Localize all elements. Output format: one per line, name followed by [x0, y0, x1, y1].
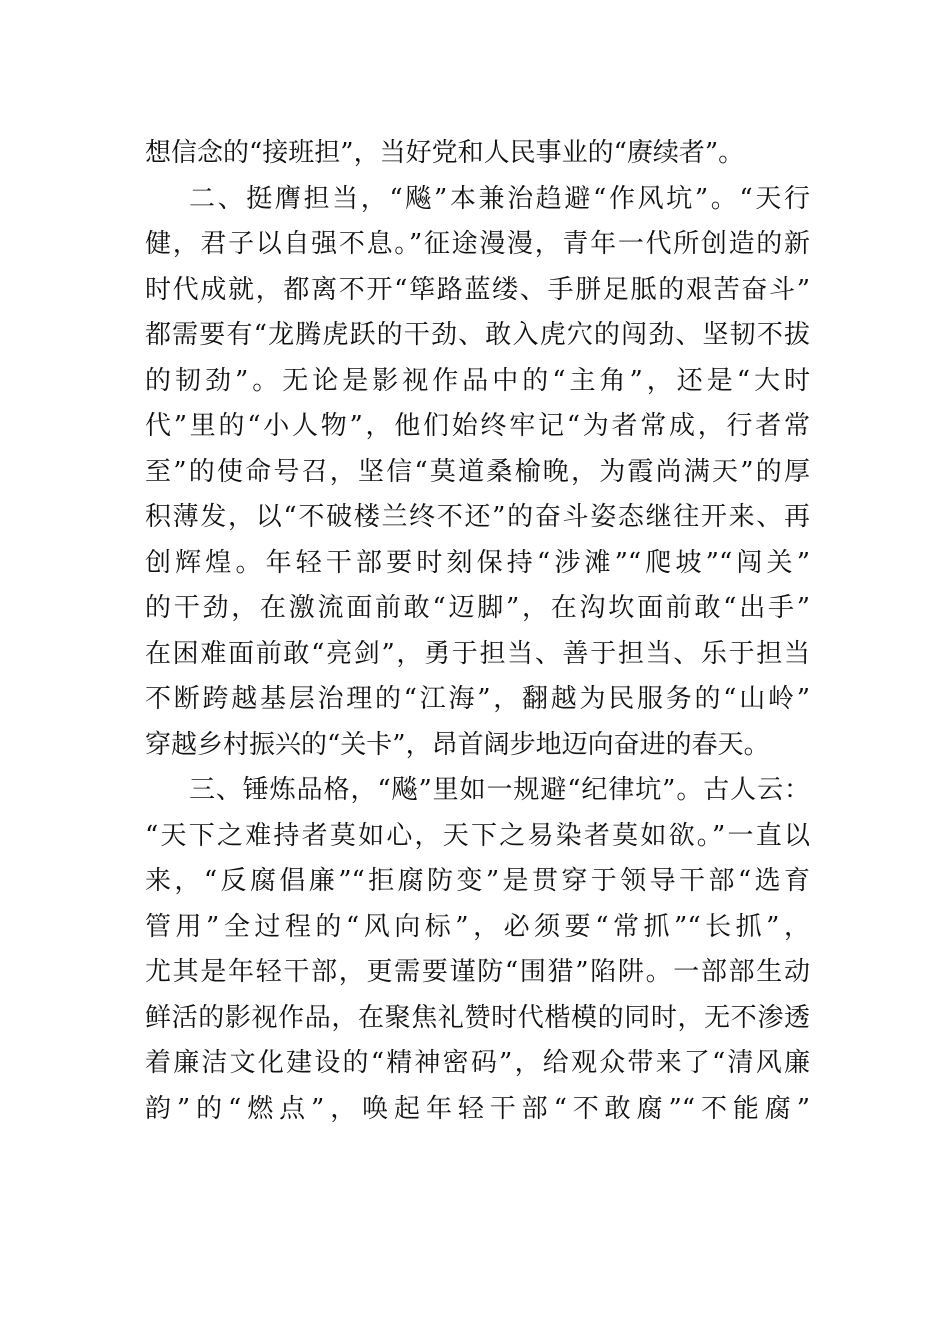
- text-line: 韵”的“燃点”，唤起年轻干部“不敢腐”“不能腐”: [145, 1093, 810, 1124]
- text-line: 至”的使命号召，坚信“莫道桑榆晚，为霞尚满天”的厚: [145, 456, 810, 487]
- text-line: 时代成就，都离不开“筚路蓝缕、手胼足胝的艰苦奋斗”: [145, 274, 810, 305]
- text-line: “天下之难持者莫如心，天下之易染者莫如欲。”一直以: [145, 820, 810, 851]
- section-heading-line: 三、锤炼品格，“飚”里如一规避“纪律坑”。古人云：: [189, 775, 810, 805]
- text-line: 都需要有“龙腾虎跃的干劲、敢入虎穴的闯劲、坚韧不拔: [145, 320, 810, 350]
- text-line: 的干劲，在激流面前敢“迈脚”，在沟坎面前敢“出手”: [145, 593, 810, 623]
- text-line: 代”里的“小人物”，他们始终牢记“为者常成，行者常: [145, 411, 810, 441]
- section-heading-line: 二、挺膺担当，“飚”本兼治趋避“作风坑”。“天行: [189, 183, 810, 214]
- text-line: 鲜活的影视作品，在聚焦礼赞时代楷模的同时，无不渗透: [145, 1002, 810, 1033]
- text-line: 在困难面前敢“亮剑”，勇于担当、善于担当、乐于担当: [145, 638, 810, 669]
- text-line: 尤其是年轻干部，更需要谨防“围猎”陷阱。一部部生动: [145, 957, 810, 987]
- text-line: 管用”全过程的“风向标”，必须要“常抓”“长抓”，: [145, 911, 810, 942]
- text-line: 的韧劲”。无论是影视作品中的“主角”，还是“大时: [145, 365, 810, 396]
- text-line: 创辉煌。年轻干部要时刻保持“涉滩”“爬坡”“闯关”: [145, 547, 810, 578]
- text-line: 积薄发，以“不破楼兰终不还”的奋斗姿态继往开来、再: [145, 502, 810, 532]
- text-line: 想信念的“接班担”，当好党和人民事业的“赓续者”。: [145, 138, 745, 168]
- document-body: [145, 131, 810, 1132]
- text-line: 来，“反腐倡廉”“拒腐防变”是贯穿于领导干部“选育: [145, 866, 810, 896]
- text-line: 着廉洁文化建设的“精神密码”，给观众带来了“清风廉: [145, 1048, 810, 1078]
- text-line: 不断跨越基层治理的“江海”，翻越为民服务的“山岭”: [145, 684, 810, 714]
- text-line: 健，君子以自强不息。”征途漫漫，青年一代所创造的新: [145, 229, 810, 259]
- text-line: 穿越乡村振兴的“关卡”，昂首阔步地迈向奋进的春天。: [145, 729, 770, 760]
